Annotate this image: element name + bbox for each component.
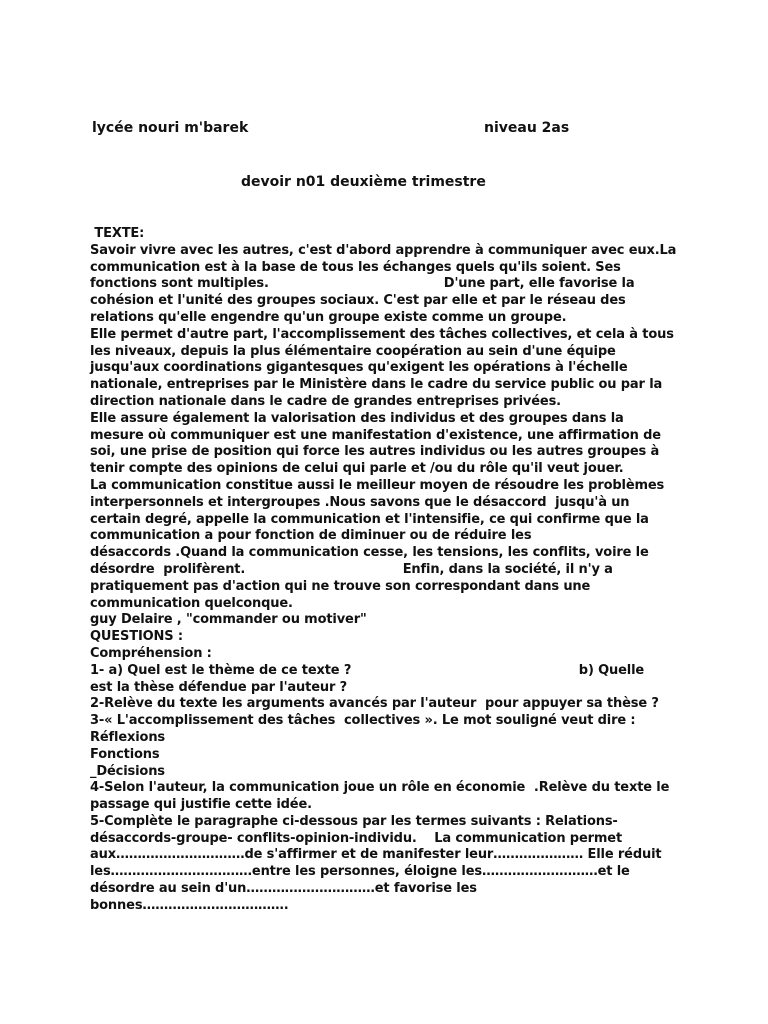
- text-line: Réflexions: [90, 729, 166, 745]
- text-line: soi, une prise de position qui force les autres individus ou les autres groupes à: [90, 444, 660, 460]
- text-line: mesure où communiquer est une manifestation d'existence, une affirmation de: [90, 427, 661, 443]
- text-line: communication est à la base de tous les échanges quels qu'ils soient. Ses: [90, 259, 621, 275]
- text-line: _Décisions: [90, 763, 165, 779]
- text-line: 3-« L'accomplissement des tâches collectives ». Le mot souligné veut dire :: [90, 713, 636, 729]
- text-line: cohésion et l'unité des groupes sociaux. C'est par elle et par le réseau des: [90, 293, 626, 309]
- text-line: Savoir vivre avec les autres, c'est d'abord apprendre à communiquer avec eux.La: [90, 242, 677, 258]
- text-line: interpersonnels et intergroupes .Nous savons que le désaccord jusqu'à un: [90, 494, 630, 510]
- text-line: Elle assure également la valorisation des individus et des groupes dans la: [90, 410, 624, 426]
- text-line: 1- a) Quel est le thème de ce texte ? b) Quelle: [90, 662, 645, 678]
- text-line: fonctions sont multiples. D'une part, elle favorise la: [90, 276, 635, 292]
- text-line: les……………………………entre les personnes, éloigne les………………………et le: [90, 864, 630, 880]
- school-name: lycée nouri m'barek: [92, 120, 249, 136]
- text-line: Fonctions: [90, 746, 160, 762]
- text-line: pratiquement pas d'action qui ne trouve son correspondant dans une: [90, 578, 591, 594]
- text-line: les niveaux, depuis la plus élémentaire coopération au sein d'une équipe: [90, 343, 616, 359]
- text-line: certain degré, appelle la communication et l'intensifie, ce qui confirme que la: [90, 511, 649, 527]
- text-line: 2-Relève du texte les arguments avancés par l'auteur pour appuyer sa thèse ?: [90, 696, 659, 712]
- text-line: nationale, entreprises par le Ministère dans le cadre du service public ou par la: [90, 377, 663, 393]
- text-line: QUESTIONS :: [90, 629, 183, 645]
- text-line: bonnes…………………………….: [90, 897, 289, 913]
- text-line: aux…………………………de s'affirmer et de manifester leur………………… Elle réduit: [90, 847, 662, 863]
- text-line: passage qui justifie cette idée.: [90, 797, 312, 813]
- text-line: direction nationale dans le cadre de grandes entreprises privées.: [90, 393, 561, 409]
- document-body: [90, 226, 690, 915]
- text-line: est la thèse défendue par l'auteur ?: [90, 679, 348, 695]
- text-line: Elle permet d'autre part, l'accomplissement des tâches collectives, et cela à tous: [90, 326, 674, 342]
- text-line: 4-Selon l'auteur, la communication joue un rôle en économie .Relève du texte le: [90, 780, 670, 796]
- text-line: relations qu'elle engendre qu'un groupe existe comme un groupe.: [90, 309, 567, 325]
- text-line: TEXTE:: [90, 226, 145, 241]
- text-line: guy Delaire , "commander ou motiver": [90, 612, 367, 628]
- text-line: désordre au sein d'un…………………………et favorise les: [90, 881, 477, 897]
- text-line: communication a pour fonction de diminuer ou de réduire les: [90, 528, 532, 544]
- text-line: désordre prolifèrent. Enfin, dans la société, il n'y a: [90, 561, 613, 577]
- text-line: désaccords .Quand la communication cesse, les tensions, les conflits, voire le: [90, 545, 649, 561]
- text-line: jusqu'aux coordinations gigantesques qu'exigent les opérations à l'échelle: [90, 360, 628, 376]
- document-title: devoir n01 deuxième trimestre: [241, 174, 486, 190]
- text-line: désaccords-groupe- conflits-opinion-individu. La communication permet: [90, 830, 623, 846]
- text-line: tenir compte des opinions de celui qui parle et /ou du rôle qu'il veut jouer.: [90, 461, 624, 477]
- text-line: La communication constitue aussi le meilleur moyen de résoudre les problèmes: [90, 477, 665, 493]
- text-line: communication quelconque.: [90, 595, 293, 611]
- class-level: niveau 2as: [484, 120, 570, 136]
- text-line: Compréhension :: [90, 645, 212, 661]
- text-line: 5-Complète le paragraphe ci-dessous par les termes suivants : Relations-: [90, 813, 618, 829]
